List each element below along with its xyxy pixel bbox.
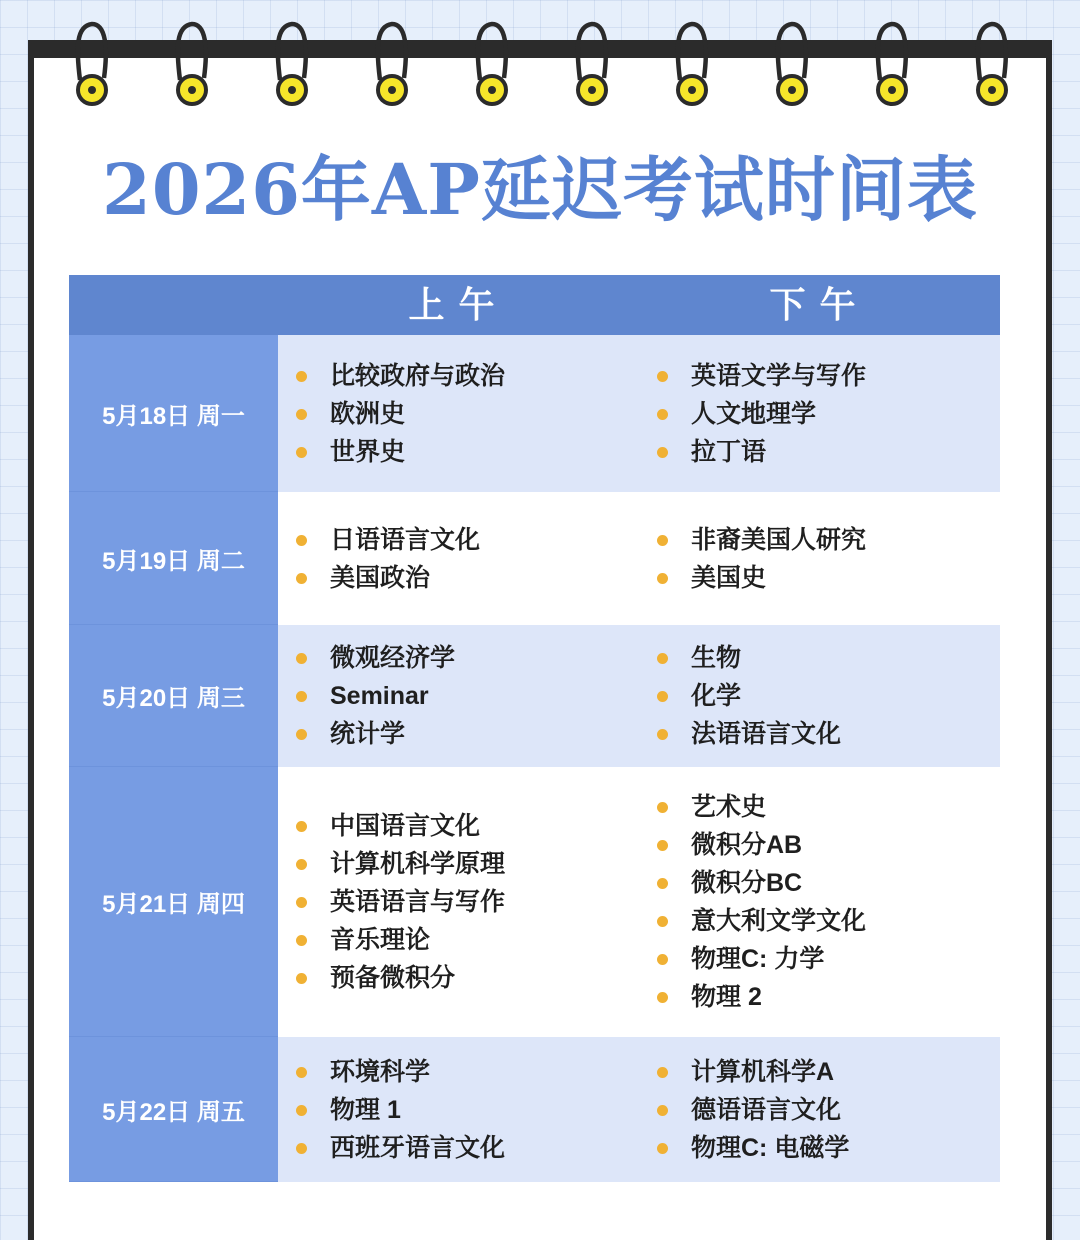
exam-item: 计算机科学原理 [330, 845, 639, 883]
table-row [69, 625, 1000, 767]
exam-item: 中国语言文化 [330, 807, 639, 845]
morning-cell [278, 492, 639, 625]
exam-item: 统计学 [330, 715, 639, 753]
header-morning: 上午 [408, 284, 509, 325]
exam-item: 微积分BC [691, 864, 1000, 902]
binder-ring-icon [72, 18, 112, 108]
afternoon-cell [639, 492, 1000, 625]
exam-item: 世界史 [330, 433, 639, 471]
exam-item: 西班牙语言文化 [330, 1129, 639, 1167]
exam-item: 德语语言文化 [691, 1091, 1000, 1129]
binder-ring-icon [272, 18, 312, 108]
exam-item: 英语语言与写作 [330, 883, 639, 921]
exam-item: 计算机科学A [691, 1053, 1000, 1091]
exam-item: 法语语言文化 [691, 715, 1000, 753]
afternoon-cell [639, 1037, 1000, 1182]
exam-item: 生物 [691, 639, 1000, 677]
table-row [69, 335, 1000, 492]
schedule-table [69, 275, 1000, 1182]
exam-item: 物理C: 电磁学 [691, 1129, 1000, 1167]
exam-item: 英语文学与写作 [691, 357, 1000, 395]
binder-ring-icon [772, 18, 812, 108]
exam-item: 物理 2 [691, 978, 1000, 1016]
exam-item: 美国史 [691, 559, 1000, 597]
exam-item: 比较政府与政治 [330, 357, 639, 395]
header-corner [69, 275, 278, 335]
binder-ring-icon [972, 18, 1012, 108]
morning-cell [278, 335, 639, 492]
exam-item: 意大利文学文化 [691, 902, 1000, 940]
exam-item: 拉丁语 [691, 433, 1000, 471]
exam-item: 微积分AB [691, 826, 1000, 864]
exam-item: 非裔美国人研究 [691, 521, 1000, 559]
binder-ring-icon [172, 18, 212, 108]
binder-ring-icon [472, 18, 512, 108]
date-cell: 5月18日 周一 [69, 335, 278, 492]
morning-cell [278, 625, 639, 767]
exam-item: 人文地理学 [691, 395, 1000, 433]
page-title: 2026年AP延迟考试时间表 [102, 148, 978, 231]
table-row [69, 1037, 1000, 1182]
date-cell: 5月22日 周五 [69, 1037, 278, 1182]
exam-item: 物理C: 力学 [691, 940, 1000, 978]
afternoon-cell [639, 767, 1000, 1037]
exam-item: 音乐理论 [330, 921, 639, 959]
morning-cell [278, 767, 639, 1037]
date-cell: 5月19日 周二 [69, 492, 278, 625]
table-row [69, 767, 1000, 1037]
binder-ring-icon [572, 18, 612, 108]
exam-item: 日语语言文化 [330, 521, 639, 559]
morning-cell [278, 1037, 639, 1182]
table-header [69, 275, 1000, 335]
exam-item: Seminar [330, 677, 639, 715]
afternoon-cell [639, 335, 1000, 492]
date-cell: 5月21日 周四 [69, 767, 278, 1037]
afternoon-cell [639, 625, 1000, 767]
exam-item: 美国政治 [330, 559, 639, 597]
exam-item: 预备微积分 [330, 959, 639, 997]
binder-ring-icon [372, 18, 412, 108]
binder-ring-icon [872, 18, 912, 108]
table-row [69, 492, 1000, 625]
header-afternoon: 下午 [769, 284, 870, 325]
exam-item: 艺术史 [691, 788, 1000, 826]
exam-item: 化学 [691, 677, 1000, 715]
binder-ring-icon [672, 18, 712, 108]
date-cell: 5月20日 周三 [69, 625, 278, 767]
exam-item: 物理 1 [330, 1091, 639, 1129]
table-body [69, 335, 1000, 1182]
exam-item: 欧洲史 [330, 395, 639, 433]
exam-item: 环境科学 [330, 1053, 639, 1091]
exam-item: 微观经济学 [330, 639, 639, 677]
